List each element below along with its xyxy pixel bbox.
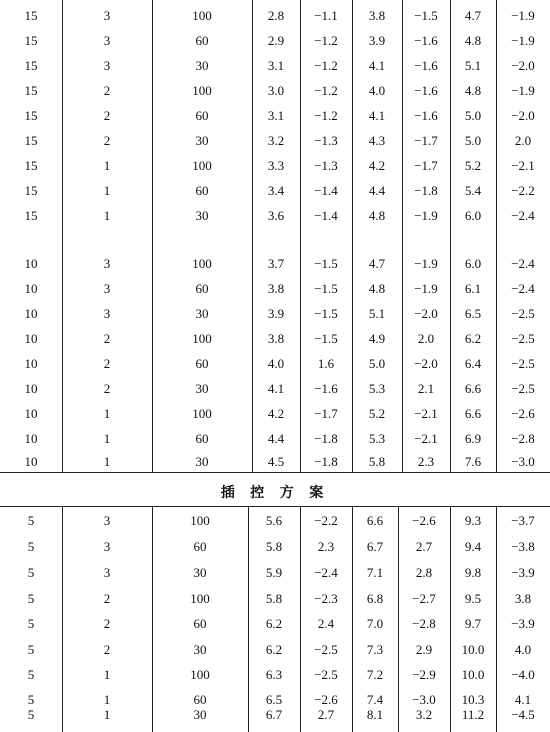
- table-cell: 5: [27, 692, 35, 707]
- table-cell: 4.0: [368, 83, 386, 98]
- table-cell: 5: [27, 513, 35, 528]
- table-cell: −2.6: [412, 513, 436, 528]
- table-cell: 30: [195, 381, 209, 396]
- table-cell: 6.5: [464, 306, 482, 321]
- table-cell: 2.0: [514, 133, 532, 148]
- table-cell: 60: [195, 431, 209, 446]
- table-cell: 6.6: [464, 406, 482, 421]
- table-cell: 5.4: [464, 183, 482, 198]
- table-cell: 3.0: [267, 83, 285, 98]
- table-cell: 3.4: [267, 183, 285, 198]
- table-cell: 10: [24, 306, 38, 321]
- table-cell: −2.5: [511, 381, 535, 396]
- table-cell: 5: [27, 707, 35, 722]
- table-cell: 60: [195, 281, 209, 296]
- table-cell: 4.4: [368, 183, 386, 198]
- table-cell: 5: [27, 616, 35, 631]
- table-cell: 2.3: [317, 539, 335, 554]
- table-cell: −1.5: [314, 306, 338, 321]
- table-cell: 1: [103, 667, 111, 682]
- table-cell: 4.5: [267, 454, 285, 469]
- table-cell: 3.8: [514, 591, 532, 606]
- table-cell: 5.8: [368, 454, 386, 469]
- table-cell: 3.8: [267, 281, 285, 296]
- table-cell: −1.6: [414, 83, 438, 98]
- table-cell: −2.5: [511, 356, 535, 371]
- table-cell: 6.6: [366, 513, 384, 528]
- table-cell: 100: [192, 83, 212, 98]
- table-cell: 4.8: [464, 83, 482, 98]
- table-cell: 60: [193, 692, 207, 707]
- table-cell: 100: [190, 667, 210, 682]
- table-cell: 15: [24, 183, 38, 198]
- table-cell: 2: [103, 108, 111, 123]
- table-cell: 10.0: [461, 642, 485, 657]
- table-cell: 2: [103, 331, 111, 346]
- table-cell: 5: [27, 591, 35, 606]
- section-divider: [0, 506, 550, 507]
- table-cell: 4.1: [514, 692, 532, 707]
- table-cell: 2: [103, 356, 111, 371]
- table-cell: −3.0: [412, 692, 436, 707]
- table-cell: 4.7: [368, 256, 386, 271]
- table-cell: 1: [103, 406, 111, 421]
- table-cell: 30: [195, 454, 209, 469]
- table-cell: 3: [103, 565, 111, 580]
- table-cell: 1: [103, 431, 111, 446]
- table-cell: 60: [193, 616, 207, 631]
- table-cell: 10: [24, 454, 38, 469]
- table-cell: 15: [24, 83, 38, 98]
- table-cell: −1.9: [511, 8, 535, 23]
- table-cell: −1.6: [414, 58, 438, 73]
- table-cell: 100: [190, 513, 210, 528]
- table-cell: 5: [27, 539, 35, 554]
- table-cell: 6.4: [464, 356, 482, 371]
- table-cell: 4.0: [267, 356, 285, 371]
- table-cell: 11.2: [461, 707, 485, 722]
- table-cell: −1.9: [414, 208, 438, 223]
- table-cell: 3.3: [267, 158, 285, 173]
- table-cell: 2.8: [267, 8, 285, 23]
- table-cell: 2.8: [415, 565, 433, 580]
- table-cell: 2.7: [415, 539, 433, 554]
- table-cell: −1.1: [314, 8, 338, 23]
- table-cell: 3.9: [368, 33, 386, 48]
- table-cell: 5.3: [368, 431, 386, 446]
- table-cell: 6.1: [464, 281, 482, 296]
- table-cell: 4.7: [464, 8, 482, 23]
- table-cell: 4.8: [368, 281, 386, 296]
- table-cell: −3.9: [511, 616, 535, 631]
- table-cell: 30: [195, 133, 209, 148]
- table-cell: 2.3: [417, 454, 435, 469]
- table-cell: 5: [27, 642, 35, 657]
- table-cell: 2.9: [267, 33, 285, 48]
- table-cell: 4.1: [267, 381, 285, 396]
- table-cell: 6.0: [464, 208, 482, 223]
- table-cell: 5.0: [464, 133, 482, 148]
- table-cell: −1.9: [414, 281, 438, 296]
- table-cell: 100: [192, 331, 212, 346]
- table-cell: −2.3: [314, 591, 338, 606]
- table-cell: 4.9: [368, 331, 386, 346]
- table-cell: 1.6: [317, 356, 335, 371]
- table-cell: 6.2: [265, 616, 283, 631]
- table-cell: 100: [190, 591, 210, 606]
- table-cell: −1.9: [511, 83, 535, 98]
- table-cell: 10.3: [461, 692, 485, 707]
- table-cell: 7.1: [366, 565, 384, 580]
- table-cell: 15: [24, 208, 38, 223]
- table-cell: 15: [24, 108, 38, 123]
- table-cell: −1.2: [314, 108, 338, 123]
- table-cell: 6.5: [265, 692, 283, 707]
- table-cell: 7.6: [464, 454, 482, 469]
- table-cell: −4.5: [511, 707, 535, 722]
- table-cell: 4.1: [368, 58, 386, 73]
- table-cell: 7.3: [366, 642, 384, 657]
- table-cell: 6.8: [366, 591, 384, 606]
- table-cell: 10: [24, 381, 38, 396]
- table-cell: 9.4: [464, 539, 482, 554]
- table-cell: 8.1: [366, 707, 384, 722]
- table-cell: 3: [103, 281, 111, 296]
- table-cell: 2: [103, 616, 111, 631]
- table-cell: 3: [103, 33, 111, 48]
- table-cell: −1.9: [414, 256, 438, 271]
- table-cell: 4.2: [267, 406, 285, 421]
- table-cell: 30: [193, 565, 207, 580]
- table-cell: 15: [24, 58, 38, 73]
- table-cell: −3.7: [511, 513, 535, 528]
- table-cell: 100: [192, 256, 212, 271]
- table-cell: 4.4: [267, 431, 285, 446]
- table-cell: 5: [27, 667, 35, 682]
- table-cell: −1.2: [314, 58, 338, 73]
- table-cell: −2.4: [314, 565, 338, 580]
- table-cell: 10: [24, 431, 38, 446]
- table-cell: −1.2: [314, 33, 338, 48]
- table-cell: 4.3: [368, 133, 386, 148]
- table-cell: 3: [103, 513, 111, 528]
- table-cell: 5.2: [464, 158, 482, 173]
- table-cell: 3: [103, 256, 111, 271]
- table-cell: −3.9: [511, 565, 535, 580]
- table-cell: 1: [103, 707, 111, 722]
- table-cell: 3.1: [267, 58, 285, 73]
- table-cell: −2.0: [414, 356, 438, 371]
- table-cell: 6.2: [265, 642, 283, 657]
- table-cell: 3.8: [267, 331, 285, 346]
- table-cell: −1.5: [314, 256, 338, 271]
- table-cell: 5.1: [368, 306, 386, 321]
- table-cell: −2.4: [511, 256, 535, 271]
- table-cell: −2.1: [414, 431, 438, 446]
- table-cell: −3.8: [511, 539, 535, 554]
- table-cell: −2.8: [412, 616, 436, 631]
- table-cell: 4.1: [368, 108, 386, 123]
- table-cell: −2.7: [412, 591, 436, 606]
- table-cell: 30: [195, 208, 209, 223]
- table-cell: 3: [103, 539, 111, 554]
- section-title: 插 控 方 案: [220, 486, 330, 501]
- table-cell: −1.7: [314, 406, 338, 421]
- table-cell: 5.0: [464, 108, 482, 123]
- table-cell: −2.4: [511, 281, 535, 296]
- table-cell: −2.0: [511, 58, 535, 73]
- table-cell: −2.9: [412, 667, 436, 682]
- table-cell: −2.5: [511, 331, 535, 346]
- table-cell: 3: [103, 306, 111, 321]
- table-cell: −1.6: [414, 33, 438, 48]
- table-cell: 2.7: [317, 707, 335, 722]
- table-cell: 9.8: [464, 565, 482, 580]
- table-cell: 100: [192, 158, 212, 173]
- table-cell: 6.2: [464, 331, 482, 346]
- table-cell: 1: [103, 158, 111, 173]
- table-cell: 4.0: [514, 642, 532, 657]
- table-cell: 3.2: [267, 133, 285, 148]
- table-cell: −1.5: [314, 331, 338, 346]
- table-cell: 60: [195, 183, 209, 198]
- table-cell: 10: [24, 331, 38, 346]
- table-cell: 60: [195, 356, 209, 371]
- table-cell: 5.3: [368, 381, 386, 396]
- table-cell: 5.2: [368, 406, 386, 421]
- table-cell: −1.4: [314, 183, 338, 198]
- table-cell: 60: [195, 108, 209, 123]
- table-cell: 10: [24, 356, 38, 371]
- table-cell: 30: [195, 58, 209, 73]
- table-cell: −2.5: [511, 306, 535, 321]
- table-cell: 3: [103, 8, 111, 23]
- table-cell: −1.3: [314, 133, 338, 148]
- table-cell: 15: [24, 33, 38, 48]
- table-cell: 2: [103, 642, 111, 657]
- table-cell: −1.5: [314, 281, 338, 296]
- table-cell: 4.8: [368, 208, 386, 223]
- table-cell: 2.1: [417, 381, 435, 396]
- table-cell: 5.6: [265, 513, 283, 528]
- table-cell: 10: [24, 406, 38, 421]
- table-cell: −2.6: [511, 406, 535, 421]
- table-cell: 2: [103, 83, 111, 98]
- table-cell: −1.7: [414, 133, 438, 148]
- table-cell: 30: [193, 707, 207, 722]
- table-cell: 1: [103, 208, 111, 223]
- table-cell: 6.7: [265, 707, 283, 722]
- table-cell: 10: [24, 256, 38, 271]
- table-cell: 9.3: [464, 513, 482, 528]
- table-cell: −1.8: [314, 454, 338, 469]
- table-cell: 7.4: [366, 692, 384, 707]
- table-cell: 7.2: [366, 667, 384, 682]
- table-cell: 4.2: [368, 158, 386, 173]
- table-cell: −2.1: [414, 406, 438, 421]
- table-cell: −1.9: [511, 33, 535, 48]
- table-cell: −4.0: [511, 667, 535, 682]
- table-cell: 3: [103, 58, 111, 73]
- table-cell: 5: [27, 565, 35, 580]
- table-cell: −2.2: [314, 513, 338, 528]
- table-cell: 1: [103, 454, 111, 469]
- table-cell: −1.8: [414, 183, 438, 198]
- table-cell: 10.0: [461, 667, 485, 682]
- table-cell: 5.1: [464, 58, 482, 73]
- table-cell: 1: [103, 183, 111, 198]
- section-divider: [0, 472, 550, 473]
- table-cell: 15: [24, 8, 38, 23]
- table-cell: −1.4: [314, 208, 338, 223]
- table-cell: −1.3: [314, 158, 338, 173]
- table-cell: 3.9: [267, 306, 285, 321]
- table-cell: −2.0: [511, 108, 535, 123]
- table-cell: 2: [103, 133, 111, 148]
- table-cell: 4.8: [464, 33, 482, 48]
- table-cell: 5.8: [265, 591, 283, 606]
- table-cell: 6.9: [464, 431, 482, 446]
- table-cell: 30: [195, 306, 209, 321]
- table-cell: −2.4: [511, 208, 535, 223]
- table-cell: 6.6: [464, 381, 482, 396]
- table-cell: 2: [103, 591, 111, 606]
- table-cell: −2.5: [314, 642, 338, 657]
- table-cell: 3.7: [267, 256, 285, 271]
- table-cell: 2.4: [317, 616, 335, 631]
- table-cell: −1.2: [314, 83, 338, 98]
- table-cell: 15: [24, 158, 38, 173]
- table-cell: 100: [192, 406, 212, 421]
- table-cell: 2: [103, 381, 111, 396]
- table-cell: −1.7: [414, 158, 438, 173]
- table-cell: 15: [24, 133, 38, 148]
- table-cell: 60: [193, 539, 207, 554]
- table-cell: 9.5: [464, 591, 482, 606]
- table-cell: 2.0: [417, 331, 435, 346]
- table-cell: −1.8: [314, 431, 338, 446]
- table-cell: −2.2: [511, 183, 535, 198]
- table-cell: 6.0: [464, 256, 482, 271]
- table-cell: 10: [24, 281, 38, 296]
- table-cell: 5.8: [265, 539, 283, 554]
- table-cell: −3.0: [511, 454, 535, 469]
- table-cell: 7.0: [366, 616, 384, 631]
- table-cell: −2.6: [314, 692, 338, 707]
- table-cell: −1.6: [414, 108, 438, 123]
- table-cell: −1.6: [314, 381, 338, 396]
- table-cell: 2.9: [415, 642, 433, 657]
- table-cell: 9.7: [464, 616, 482, 631]
- table-cell: 30: [193, 642, 207, 657]
- table-cell: −2.8: [511, 431, 535, 446]
- table-cell: 3.1: [267, 108, 285, 123]
- table-cell: 5.0: [368, 356, 386, 371]
- table-cell: 3.6: [267, 208, 285, 223]
- table-cell: 3.8: [368, 8, 386, 23]
- table-cell: −2.1: [511, 158, 535, 173]
- table-cell: 6.7: [366, 539, 384, 554]
- table-cell: 5.9: [265, 565, 283, 580]
- table-cell: −1.5: [414, 8, 438, 23]
- table-cell: 100: [192, 8, 212, 23]
- table-cell: −2.0: [414, 306, 438, 321]
- table-cell: −2.5: [314, 667, 338, 682]
- table-cell: 1: [103, 692, 111, 707]
- table-cell: 6.3: [265, 667, 283, 682]
- table-cell: 3.2: [415, 707, 433, 722]
- table-cell: 60: [195, 33, 209, 48]
